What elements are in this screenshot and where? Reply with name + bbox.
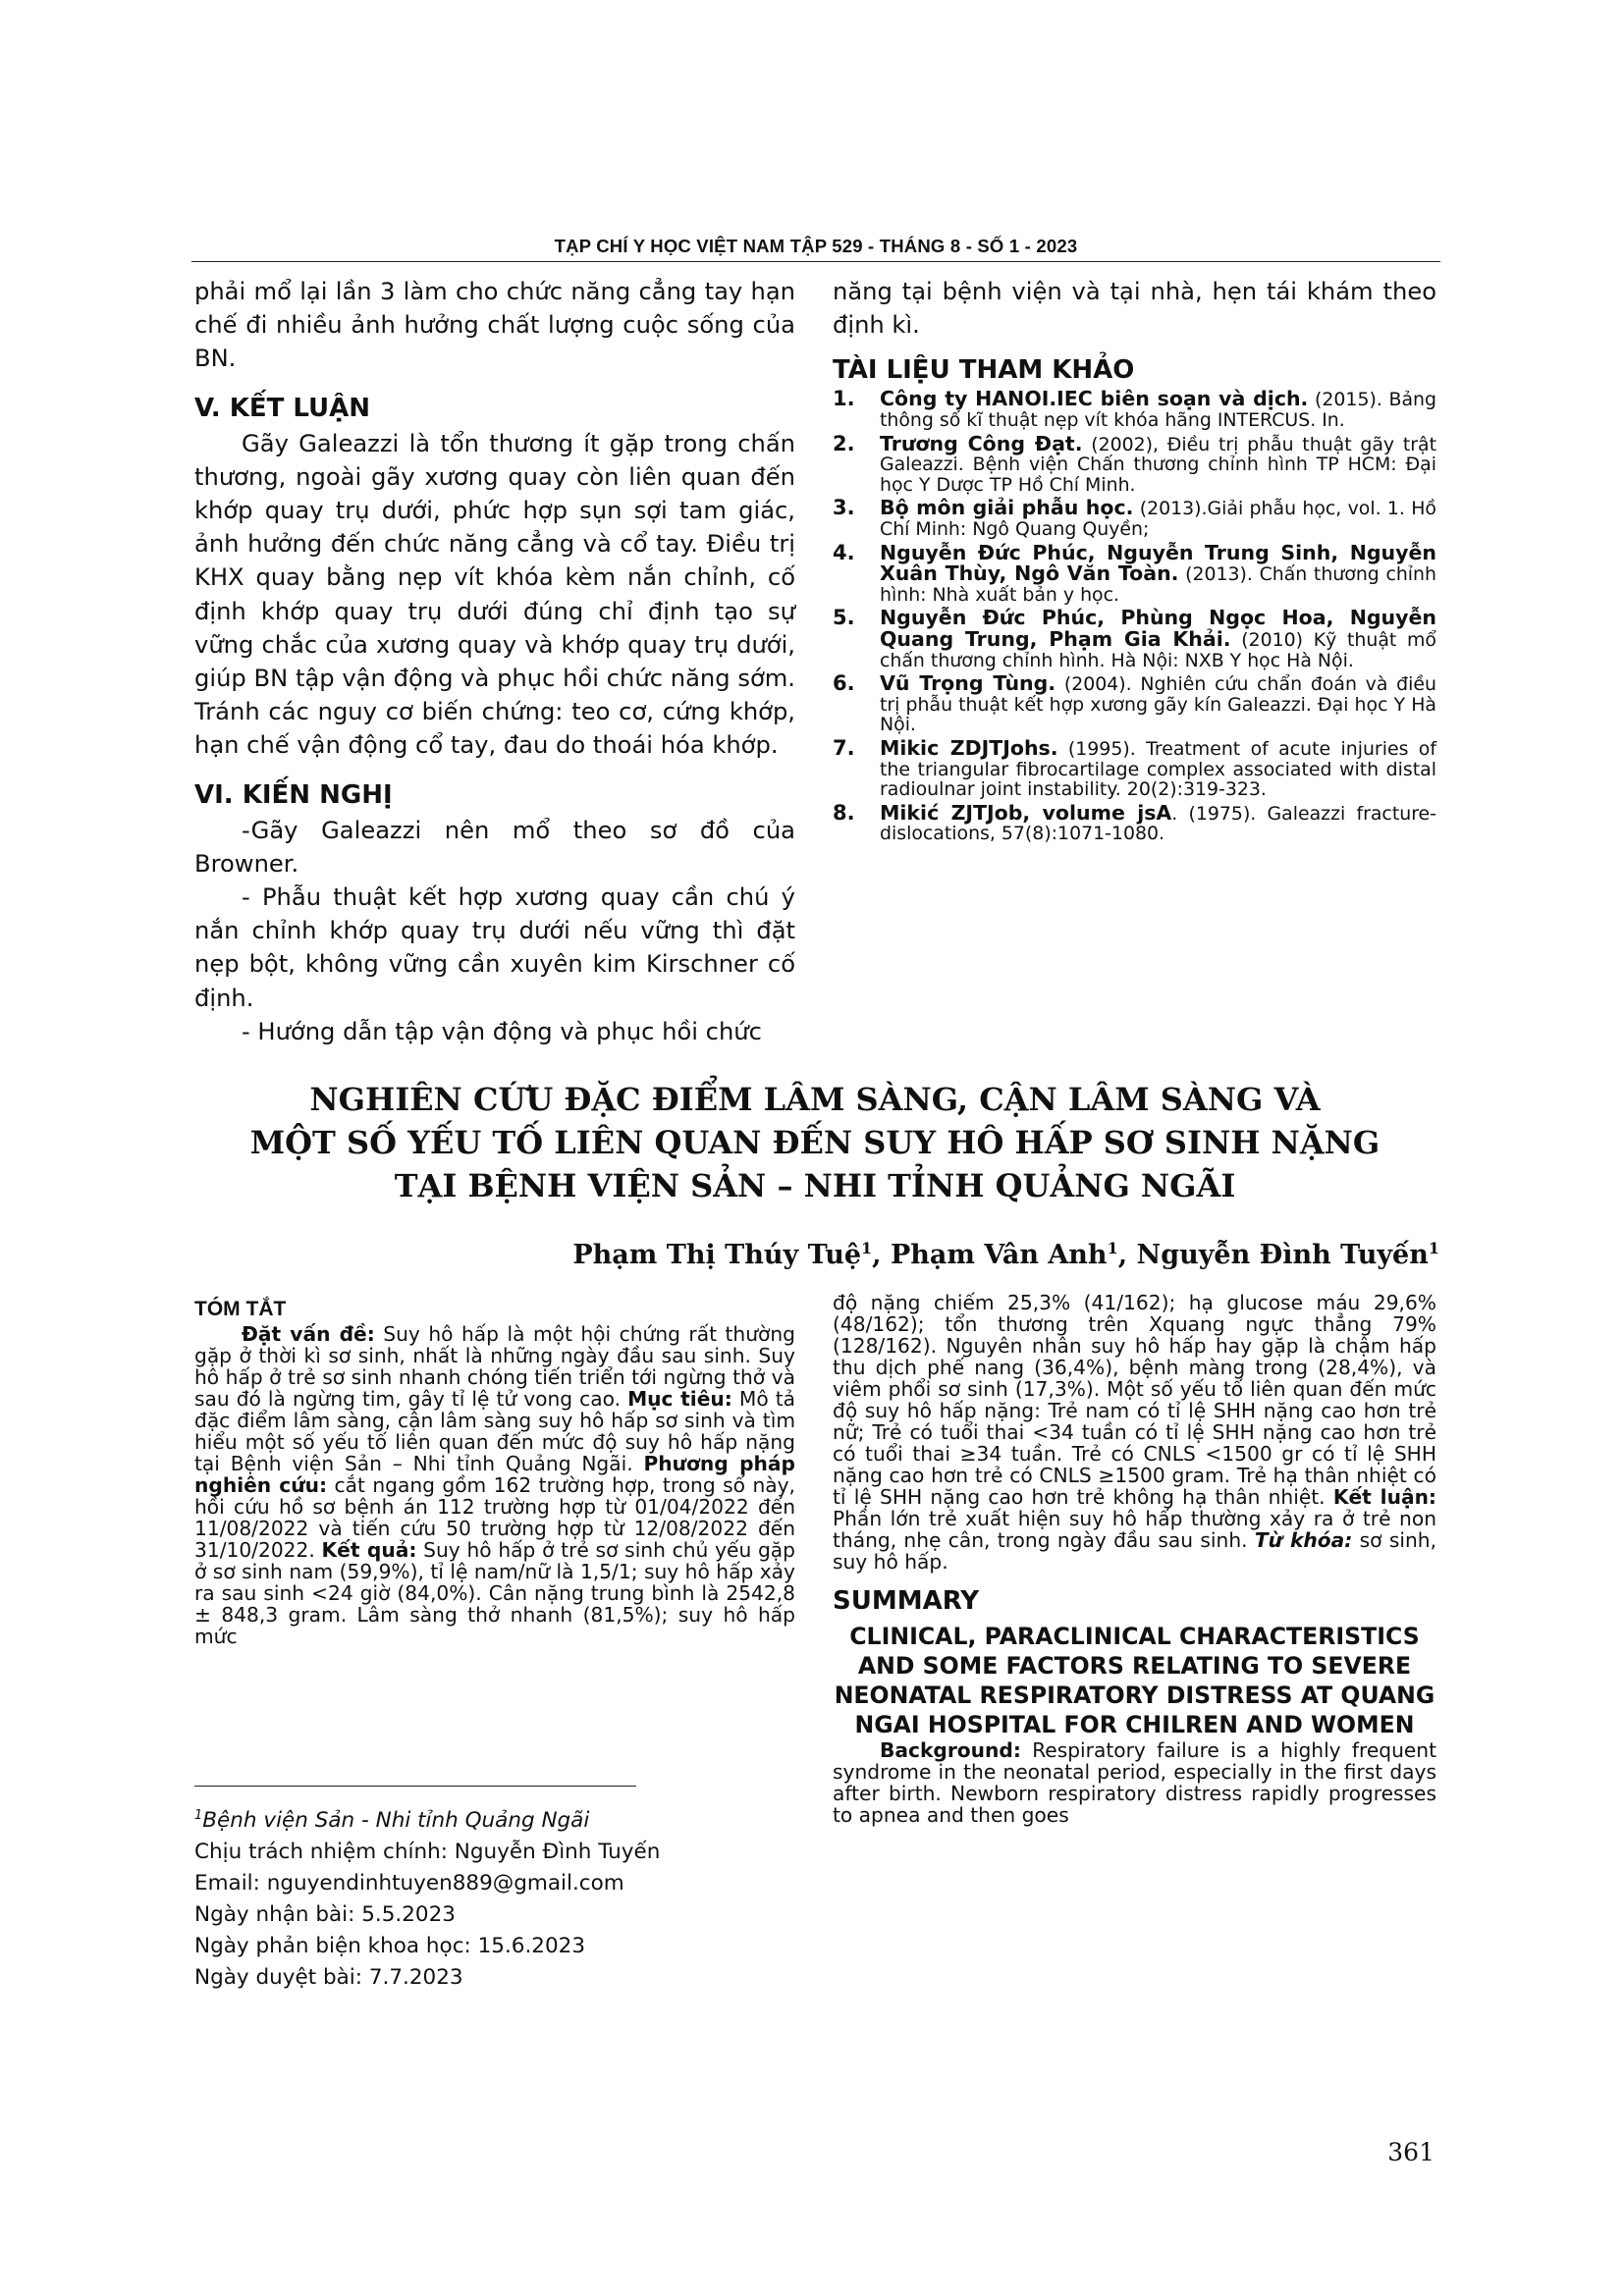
summary-heading: SUMMARY	[833, 1586, 980, 1616]
abstract-heading: TÓM TẮT	[194, 1298, 287, 1320]
reference-item: 8. Mikić ZJTJob, volume jsA. (1975). Galeazzi fracture-dislocations, 57(8):1071-1080.	[833, 800, 1436, 845]
author-affiliation-mark: 1	[1107, 1239, 1118, 1257]
author-name: Phạm Vân Anh	[890, 1240, 1108, 1270]
footnote-review-date: Ngày phản biện khoa học: 15.6.2023	[194, 1934, 586, 1959]
recommendation-item: -Gãy Galeazzi nên mổ theo sơ đồ của Browner.	[194, 816, 795, 878]
author-list: Phạm Thị Thúy Tuệ$^1$, Phạm Vân Anh$^1$, Nguyễn Đình Tuyến$^1$	[572, 1239, 1439, 1270]
recommendation-item: - Phẫu thuật kết hợp xương quay cần chú ý nắn chỉnh khớp quay trụ dưới nếu vững thì đặt nẹp bột, không vững cần xuyên kim Kirschner cố định.	[194, 883, 795, 1012]
prev-article-left-column	[194, 275, 795, 1048]
conclusion-paragraph: Gãy Galeazzi là tổn thương ít gặp trong chấn thương, ngoài gãy xương quay còn liên quan đến khớp quay trụ dưới, phức hợp sụn sợi tam giác, ảnh hưởng đến chức năng cẳng và cổ tay. Điều trị KHX quay bằng nẹp vít khóa kèm nắn chỉnh, cố định khớp quay trụ dưới đúng chỉ định tạo sự vững chắc của xương quay và khớp quay trụ dưới, giúp BN tập vận động và phục hồi chức năng sớm. Tránh các nguy cơ biến chứng: teo cơ, cứng khớp, hạn chế vận động cổ tay, đau do thoái hóa khớp.	[194, 429, 795, 760]
abstract-right-column	[833, 1292, 1436, 1826]
author-name: Phạm Thị Thúy Tuệ	[572, 1240, 861, 1270]
reference-item: 3. Bộ môn giải phẫu học. (2013).Giải phẫu học, vol. 1. Hồ Chí Minh: Ngô Quang Quyền;	[833, 496, 1436, 540]
conclusion-heading: V. KẾT LUẬN	[194, 393, 371, 423]
journal-header: TẠP CHÍ Y HỌC VIỆT NAM TẬP 529 - THÁNG 8 - SỐ 1 - 2023	[554, 236, 1078, 256]
prev-continuation-paragraph: năng tại bệnh viện và tại nhà, hẹn tái khám theo định kì.	[833, 278, 1436, 340]
footnote	[194, 1800, 660, 1994]
reference-item: 4. Nguyễn Đức Phúc, Nguyễn Trung Sinh, Nguyễn Xuân Thùy, Ngô Văn Toàn. (2013). Chấn thương chỉnh hình: Nhà xuất bản y học.	[833, 540, 1437, 606]
footnote-affiliation: $^1$Bệnh viện Sản - Nhi tỉnh Quảng Ngãi	[194, 1808, 590, 1834]
reference-item: 6. Vũ Trọng Tùng. (2004). Nghiên cứu chẩn đoán và điều trị phẫu thuật kết hợp xương gãy kín Galeazzi. Đại học Y Hà Nội.	[833, 671, 1437, 736]
footnote-received-date: Ngày nhận bài: 5.5.2023	[194, 1902, 456, 1928]
author-name: Nguyễn Đình Tuyến	[1136, 1240, 1429, 1270]
recommendation-item: - Hướng dẫn tập vận động và phục hồi chức	[242, 1017, 762, 1045]
recommendation-heading: VI. KIẾN NGHỊ	[194, 779, 393, 810]
footnote-responsible: Chịu trách nhiệm chính: Nguyễn Đình Tuyến	[194, 1840, 661, 1865]
title-line: TẠI BỆNH VIỆN SẢN – NHI TỈNH QUẢNG NGÃI	[394, 1167, 1236, 1204]
prev-article-right-column	[833, 275, 1436, 847]
summary-paragraph: Background: Respiratory failure is a highly frequent syndrome in the neonatal period, especially in the first days after birth. Newborn respiratory distress rapidly progresses to apnea and then goes	[833, 1738, 1436, 1827]
footnote-email: Email: nguyendinhtuyen889@gmail.com	[194, 1871, 624, 1896]
header-rule	[191, 261, 1440, 262]
article-title	[245, 1078, 1384, 1207]
footnote-approval-date: Ngày duyệt bài: 7.7.2023	[194, 1965, 463, 1991]
summary-title: CLINICAL, PARACLINICAL CHARACTERISTICS AND SOME FACTORS RELATING TO SEVERE NEONATAL RESPIRATORY DISTRESS AT QUANG NGAI HOSPITAL FOR CHILREN AND WOMEN	[834, 1623, 1435, 1738]
references-list	[833, 389, 1436, 843]
reference-item: 2. Trương Công Đạt. (2002), Điều trị phẫu thuật gãy trật Galeazzi. Bệnh viện Chấn thương chỉnh hình TP HCM: Đại học Y Dược TP Hồ Chí Minh.	[833, 431, 1436, 496]
abstract-continuation: độ nặng chiếm 25,3% (41/162); hạ glucose máu 29,6% (48/162); tổn thương trên Xquang ngực thẳng 79% (128/162). Nguyên nhân suy hô hấp hay gặp là chậm hấp thu dịch phế nang (36,4%), bệnh màng trong (28,4%), và viêm phổi sơ sinh (17,3%). Một số yếu tố liên quan đến mức độ suy hô hấp nặng: Trẻ nam có tỉ lệ SHH nặng cao hơn trẻ nữ; Trẻ có tuổi thai <34 tuần có tỉ lệ SHH nặng cao hơn trẻ có tuổi thai ≥34 tuần. Trẻ có CNLS <1500 gr có tỉ lệ SHH nặng cao hơn trẻ có CNLS ≥1500 gram. Trẻ hạ thân nhiệt có tỉ lệ SHH nặng cao hơn trẻ không hạ thân nhiệt. Kết luận: Phần lớn trẻ xuất hiện suy hô hấp thường xảy ra ở trẻ non tháng, nhẹ cân, trong ngày đầu sau sinh. Từ khóa: sơ sinh, suy hô hấp.	[833, 1291, 1437, 1574]
reference-item: 7. Mikic ZDJTJohs. (1995). Treatment of acute injuries of the triangular fibrocartilage complex associated with distal radioulnar joint instability. 20(2):319-323.	[833, 735, 1436, 801]
reference-item: 1. Công ty HANOI.IEC biên soạn và dịch. (2015). Bảng thông số kĩ thuật nẹp vít khóa hãng INTERCUS. In.	[833, 387, 1436, 431]
title-line: NGHIÊN CỨU ĐẶC ĐIỂM LÂM SÀNG, CẬN LÂM SÀNG VÀ	[309, 1081, 1321, 1118]
page-number: 361	[1387, 2138, 1435, 2166]
reference-item: 5. Nguyễn Đức Phúc, Phùng Ngọc Hoa, Nguyễn Quang Trung, Phạm Gia Khải. (2010) Kỹ thuật mổ chấn thương chỉnh hình. Hà Nội: NXB Y học Hà Nội.	[833, 606, 1436, 671]
prev-intro-paragraph: phải mổ lại lần 3 làm cho chức năng cẳng tay hạn chế đi nhiều ảnh hưởng chất lượng cuộc sống của BN.	[194, 278, 795, 373]
abstract-left-column	[194, 1298, 795, 1647]
title-line: MỘT SỐ YẾU TỐ LIÊN QUAN ĐẾN SUY HÔ HẤP SƠ SINH NẶNG	[249, 1124, 1380, 1161]
author-affiliation-mark: 1	[861, 1239, 873, 1257]
abstract-paragraph: Đặt vấn đề: Suy hô hấp là một hội chứng rất thường gặp ở thời kì sơ sinh, nhất là những ngày đầu sau sinh. Suy hô hấp ở trẻ sơ sinh nhanh chóng tiến triển tới ngừng thở và sau đó là ngừng tim, gây tỉ lệ tử vong cao. Mục tiêu: Mô tả đặc điểm lâm sàng, cận lâm sàng suy hô hấp sơ sinh và tìm hiểu một số yếu tố liên quan đến mức độ suy hô hấp nặng tại Bệnh viện Sản – Nhi tỉnh Quảng Ngãi. Phương pháp nghiên cứu: cắt ngang gồm 162 trường hợp, trong số này, hồi cứu hồ sơ bệnh án 112 trường hợp từ 01/04/2022 đến 11/08/2022 và tiến cứu 50 trường hợp từ 12/08/2022 đến 31/10/2022. Kết quả: Suy hô hấp ở trẻ sơ sinh chủ yếu gặp ở sơ sinh nam (59,9%), tỉ lệ nam/nữ là 1,5/1; suy hô hấp xảy ra sau sinh <24 giờ (84,0%). Cân nặng trung bình là 2542,8 ± 848,3 gram. Lâm sàng thở nhanh (81,5%); suy hô hấp mức	[194, 1322, 796, 1648]
footnote-rule	[194, 1786, 636, 1787]
author-affiliation-mark: 1	[1428, 1239, 1439, 1257]
references-heading: TÀI LIỆU THAM KHẢO	[833, 355, 1135, 386]
